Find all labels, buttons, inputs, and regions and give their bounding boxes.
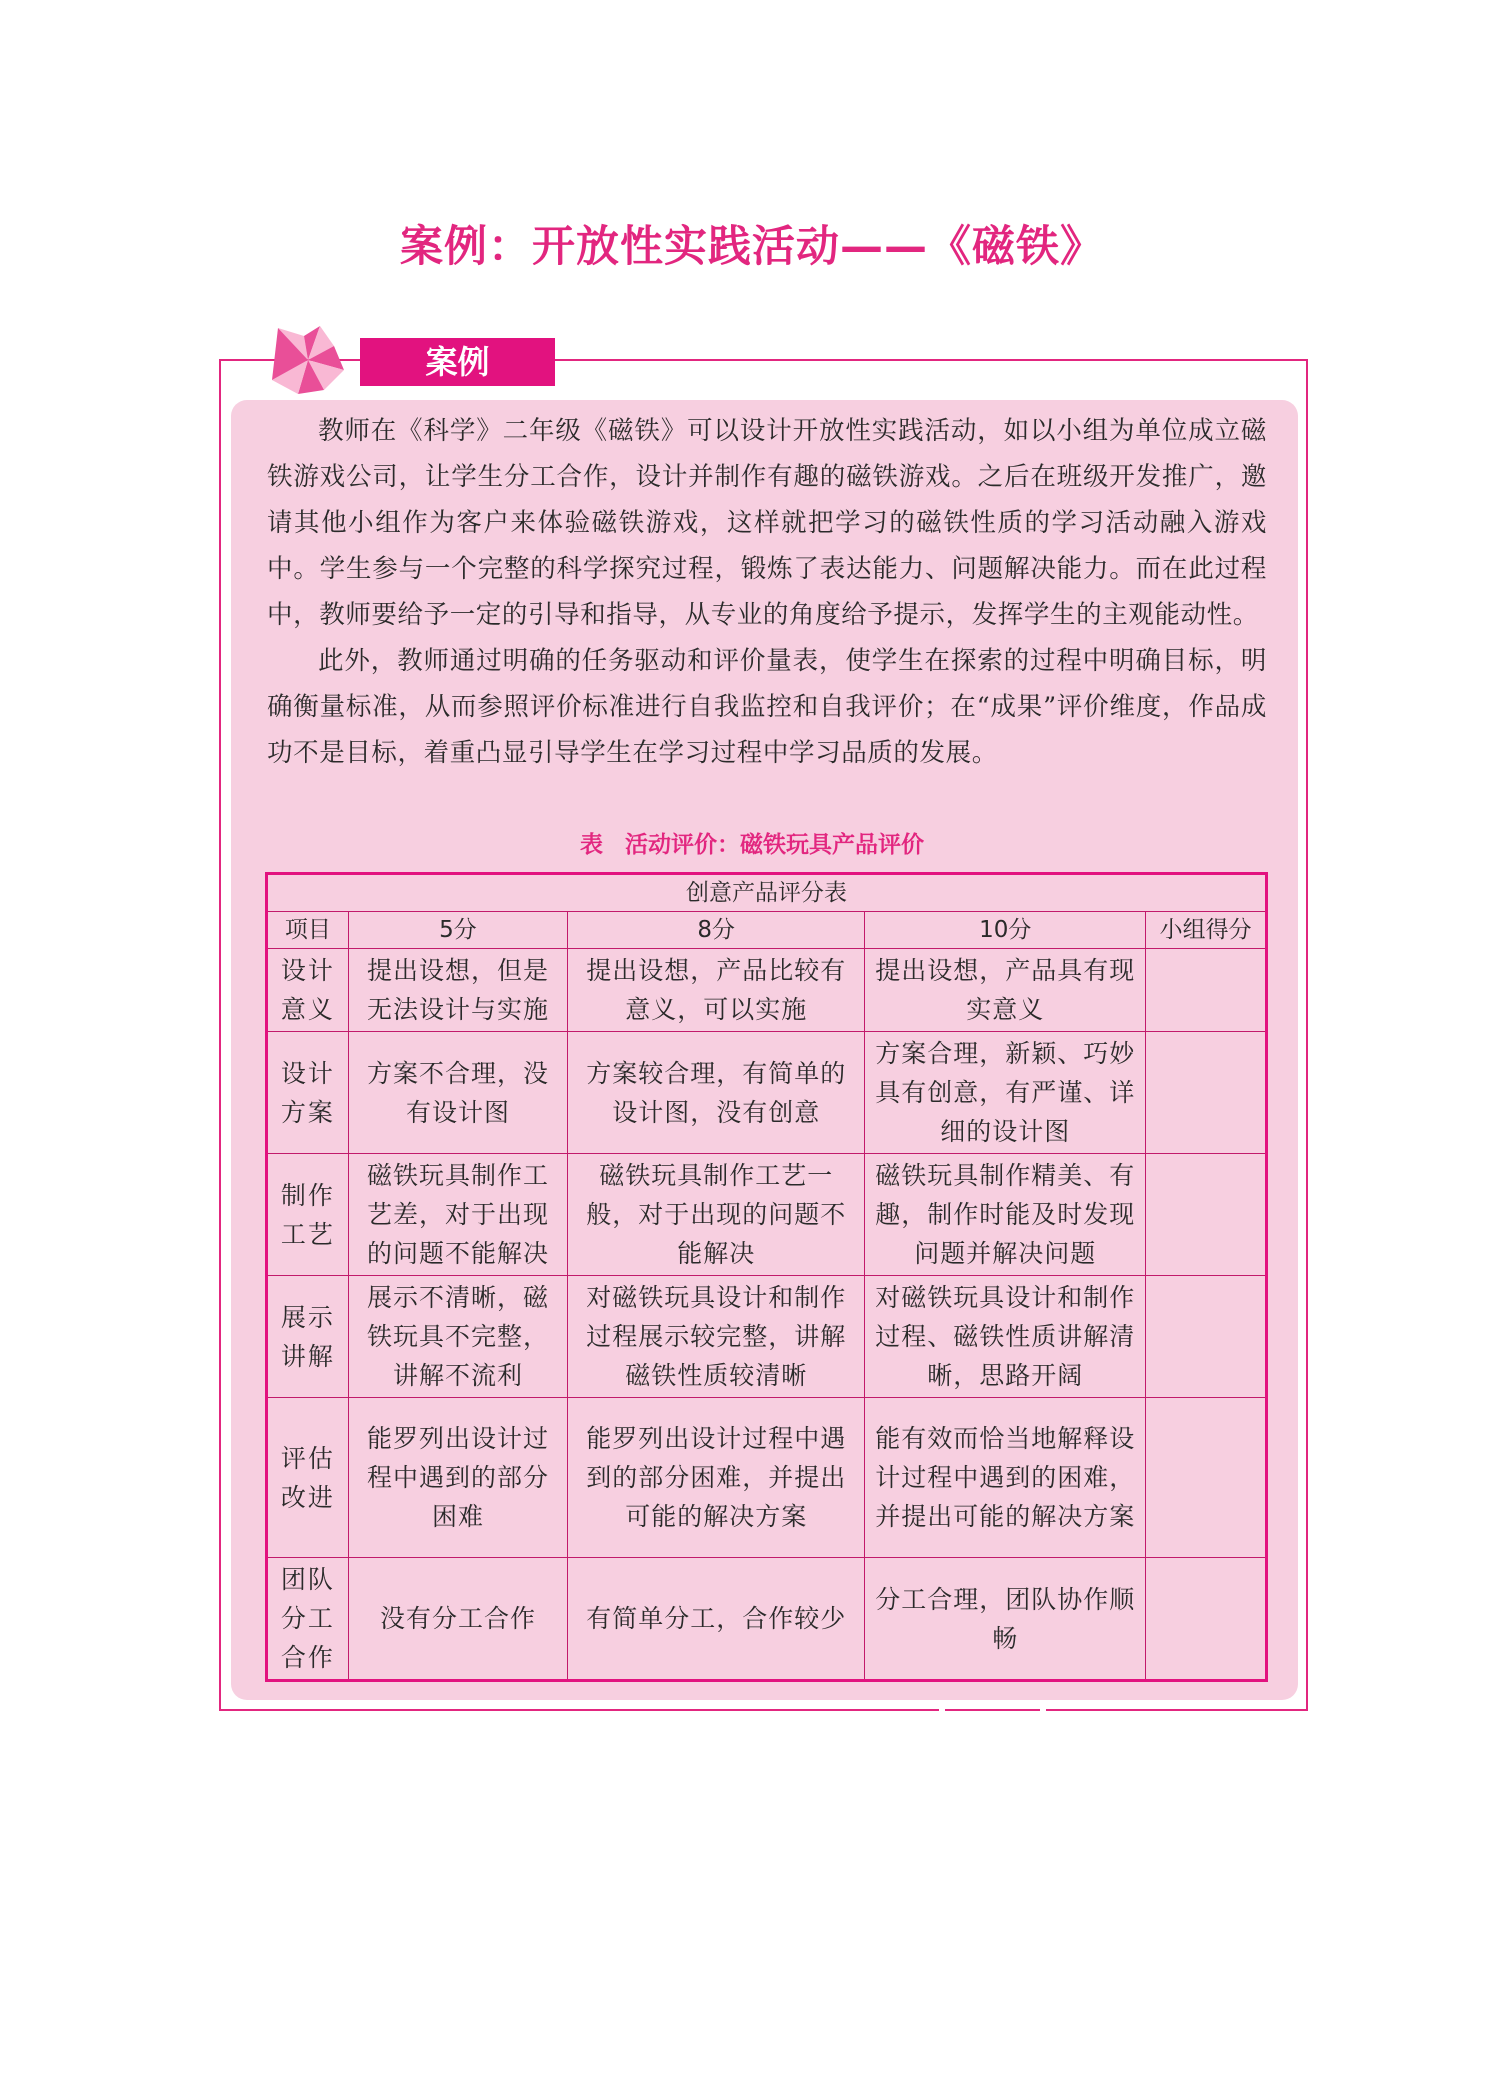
pinwheel-icon [268, 324, 348, 396]
cell-score [1146, 1276, 1267, 1398]
cell-score [1146, 949, 1267, 1032]
cell-5: 没有分工合作 [348, 1558, 567, 1681]
rubric-table [265, 872, 1268, 1682]
frame-right [1306, 359, 1308, 1711]
header-8: 8分 [568, 912, 865, 949]
cell-5: 提出设想，但是无法设计与实施 [348, 949, 567, 1032]
cell-10: 能有效而恰当地解释设计过程中遇到的困难，并提出可能的解决方案 [865, 1398, 1146, 1558]
cell-5: 方案不合理，没有设计图 [348, 1032, 567, 1154]
header-item: 项目 [267, 912, 349, 949]
cell-8: 有简单分工，合作较少 [568, 1558, 865, 1681]
cell-5: 展示不清晰，磁铁玩具不完整，讲解不流利 [348, 1276, 567, 1398]
cell-score [1146, 1032, 1267, 1154]
cell-8: 对磁铁玩具设计和制作过程展示较完整，讲解磁铁性质较清晰 [568, 1276, 865, 1398]
cell-8: 磁铁玩具制作工艺一般，对于出现的问题不能解决 [568, 1154, 865, 1276]
table-title: 创意产品评分表 [267, 874, 1267, 912]
frame-top-right [715, 359, 1308, 361]
cell-5: 能罗列出设计过程中遇到的部分困难 [348, 1398, 567, 1558]
row-item: 展示讲解 [267, 1276, 349, 1398]
row-item: 评估改进 [267, 1398, 349, 1558]
cell-8: 方案较合理，有简单的设计图，没有创意 [568, 1032, 865, 1154]
table-header-row [267, 912, 1267, 949]
cell-score [1146, 1154, 1267, 1276]
frame-bottom-right [1046, 1709, 1308, 1711]
paragraph-1: 教师在《科学》二年级《磁铁》可以设计开放性实践活动，如以小组为单位成立磁铁游戏公司，让学生分工合作，设计并制作有趣的磁铁游戏。之后在班级开发推广，邀请其他小组作为客户来体验磁铁游戏，这样就把学习的磁铁性质的学习活动融入游戏中。学生参与一个完整的科学探究过程，锻炼了表达能力、问题解决能力。而在此过程中，教师要给予一定的引导和指导，从专业的角度给予提示，发挥学生的主观能动性。 [267, 416, 1267, 630]
table-row [267, 949, 1267, 1032]
header-5: 5分 [348, 912, 567, 949]
header-10: 10分 [865, 912, 1146, 949]
cell-score [1146, 1398, 1267, 1558]
cell-10: 磁铁玩具制作精美、有趣，制作时能及时发现问题并解决问题 [865, 1154, 1146, 1276]
table-title-row [267, 874, 1267, 912]
paragraph-2: 此外，教师通过明确的任务驱动和评价量表，使学生在探索的过程中明确目标，明确衡量标准，从而参照评价标准进行自我监控和自我评价；在“成果”评价维度，作品成功不是目标，着重凸显引导学生在学习过程中学习品质的发展。 [267, 646, 1267, 768]
page-title: 案例：开放性实践活动——《磁铁》 [400, 222, 1104, 272]
table-row [267, 1558, 1267, 1681]
cell-10: 对磁铁玩具设计和制作过程、磁铁性质讲解清晰，思路开阔 [865, 1276, 1146, 1398]
body-text [267, 408, 1267, 776]
row-item: 设计意义 [267, 949, 349, 1032]
table-row [267, 1032, 1267, 1154]
table-row [267, 1398, 1267, 1558]
cell-8: 提出设想，产品比较有意义，可以实施 [568, 949, 865, 1032]
cell-10: 提出设想，产品具有现实意义 [865, 949, 1146, 1032]
cell-8: 能罗列出设计过程中遇到的部分困难，并提出可能的解决方案 [568, 1398, 865, 1558]
case-label: 案例 [360, 338, 555, 386]
cell-5: 磁铁玩具制作工艺差，对于出现的问题不能解决 [348, 1154, 567, 1276]
frame-left [219, 359, 221, 1711]
frame-bottom-left [219, 1709, 939, 1711]
table-caption-prefix: 表 [580, 832, 603, 858]
cell-10: 分工合理，团队协作顺畅 [865, 1558, 1146, 1681]
frame-bottom-mid [945, 1709, 1040, 1711]
row-item: 设计方案 [267, 1032, 349, 1154]
table-row [267, 1154, 1267, 1276]
row-item: 制作工艺 [267, 1154, 349, 1276]
cell-score [1146, 1558, 1267, 1681]
row-item: 团队分工合作 [267, 1558, 349, 1681]
table-caption [0, 826, 1504, 859]
table-row [267, 1276, 1267, 1398]
cell-10: 方案合理，新颖、巧妙具有创意，有严谨、详细的设计图 [865, 1032, 1146, 1154]
header-group-score: 小组得分 [1146, 912, 1267, 949]
table-caption-text: 活动评价：磁铁玩具产品评价 [625, 832, 924, 858]
